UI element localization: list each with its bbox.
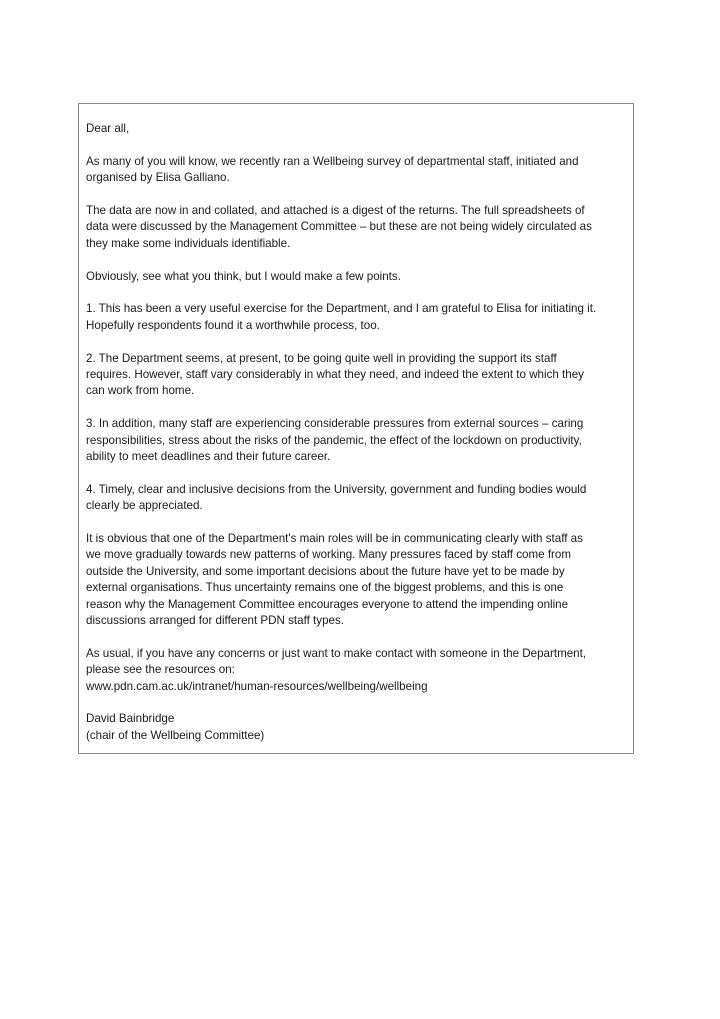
paragraph-line: ability to meet deadlines and their future career. [86, 450, 331, 464]
paragraph-line: Obviously, see what you think, but I would make a few points. [86, 269, 401, 283]
paragraph-line: organised by Elisa Galliano. [86, 171, 230, 185]
signature-role: (chair of the Wellbeing Committee) [86, 728, 265, 742]
letter-paragraph-data [86, 203, 633, 252]
letter-point-2 [86, 351, 633, 400]
paragraph-line: It is obvious that one of the Department's main roles will be in communicating clearly with staff as [86, 532, 583, 546]
letter-paragraph-intro [86, 154, 633, 187]
paragraph-line: data were discussed by the Management Committee – but these are not being widely circulated as [86, 220, 592, 234]
greeting-line: Dear all, [86, 122, 130, 135]
paragraph-line: we move gradually towards new patterns of working. Many pressures faced by staff come from [86, 548, 572, 562]
letter-box [78, 103, 634, 754]
paragraph-line: reason why the Management Committee encourages everyone to attend the impending online [86, 597, 569, 611]
paragraph-line: The data are now in and collated, and attached is a digest of the returns. The full spreadsheets of [86, 204, 585, 217]
paragraph-line: As usual, if you have any concerns or just want to make contact with someone in the Department, [86, 646, 587, 660]
paragraph-line: 3. In addition, many staff are experiencing considerable pressures from external sources – caring [86, 417, 584, 431]
signature-name: David Bainbridge [86, 712, 175, 726]
paragraph-line: discussions arranged for different PDN staff types. [86, 614, 344, 628]
paragraph-line: can work from home. [86, 384, 195, 398]
resources-url: www.pdn.cam.ac.uk/intranet/human-resources/wellbeing/wellbeing [86, 679, 428, 693]
letter-paragraph-points-intro [86, 269, 633, 285]
paragraph-line: 2. The Department seems, at present, to be going quite well in providing the support its staff [86, 351, 557, 365]
paragraph-line: responsibilities, stress about the risks of the pandemic, the effect of the lockdown on productivity, [86, 433, 582, 447]
paragraph-line: clearly be appreciated. [86, 499, 203, 513]
letter-point-4 [86, 482, 633, 515]
letter-paragraph-resources [86, 646, 633, 695]
paragraph-line: external organisations. Thus uncertainty remains one of the biggest problems, and this is one [86, 581, 564, 595]
letter-signature [86, 711, 633, 744]
letter-point-1 [86, 301, 633, 334]
paragraph-line: they make some individuals identifiable. [86, 236, 291, 250]
letter-greeting [86, 121, 633, 137]
paragraph-line: requires. However, staff vary considerably in what they need, and indeed the extent to which they [86, 368, 584, 382]
paragraph-line: 4. Timely, clear and inclusive decisions from the University, government and funding bodies would [86, 482, 587, 496]
paragraph-line: Hopefully respondents found it a worthwhile process, too. [86, 318, 380, 332]
paragraph-line: 1. This has been a very useful exercise for the Department, and I am grateful to Elisa for initiating it. [86, 302, 597, 316]
paragraph-line: outside the University, and some important decisions about the future have yet to be made by [86, 564, 565, 578]
letter-paragraph-communication [86, 531, 633, 629]
paragraph-line: As many of you will know, we recently ran a Wellbeing survey of departmental staff, initiated and [86, 154, 579, 168]
paragraph-line: please see the resources on: [86, 663, 235, 677]
letter-point-3 [86, 416, 633, 465]
